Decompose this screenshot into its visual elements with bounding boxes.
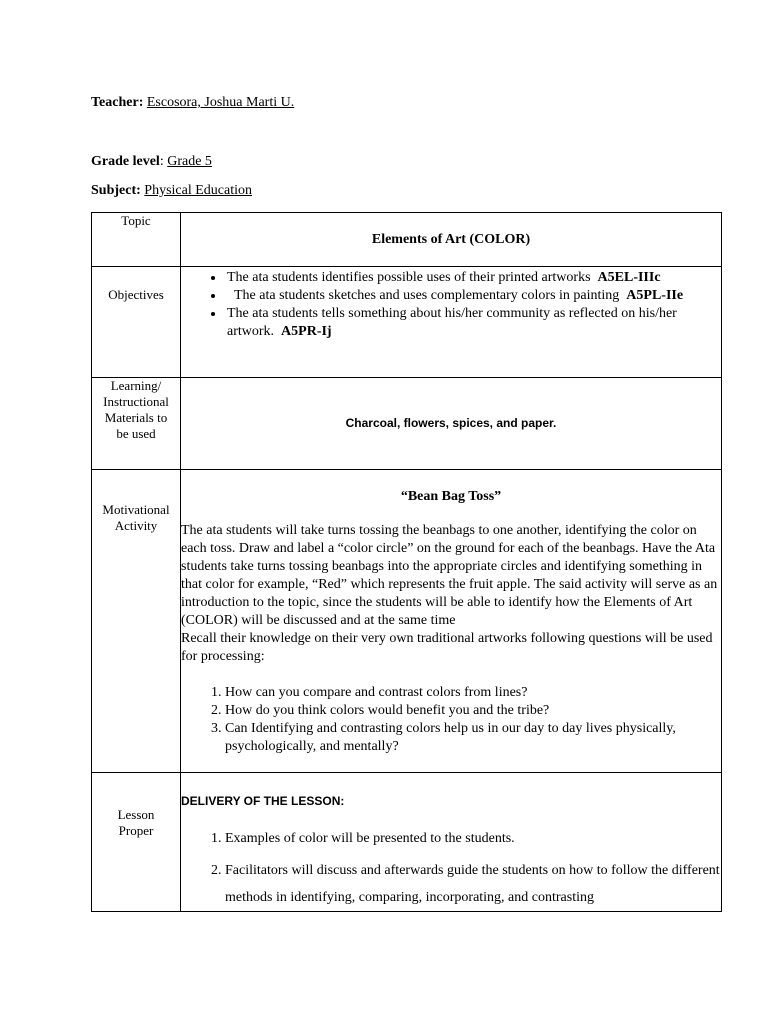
motivation-label: Motivational Activity [92, 470, 181, 773]
teacher-value: Escosora, Joshua Marti U. [146, 95, 295, 110]
motivation-row [92, 470, 722, 773]
objective-code: A5PR-Ij [281, 324, 332, 339]
topic-label: Topic [92, 213, 181, 267]
subject-label: Subject: [91, 183, 141, 198]
step-item: 1. Examples of color will be presented to the students. [225, 830, 721, 848]
lesson-label: Lesson Proper [92, 773, 181, 912]
objective-item: • The ata students sketches and uses complementary colors in painting A5PL-IIe [225, 287, 721, 305]
question-item: 1. How can you compare and contrast colors from lines? [225, 684, 721, 702]
lesson-plan-table [91, 212, 722, 912]
objectives-list [181, 269, 721, 341]
activity-description: The ata students will take turns tossing the beanbags to one another, identifying the color on each toss. Draw and label a “color circle” on the ground for each of the beanbags. Have the Ata students take turns tossing beanbags into the appropriate circles and identifying something in that color for example, “Red” which represents the fruit apple. The said activity will serve as an introduction to the topic, since the students will be able to identify how the Elements of Art (COLOR) will be discussed and at the same time [181, 523, 718, 628]
topic-value: Elements of Art (COLOR) [371, 231, 531, 247]
activity-title: “Bean Bag Toss” [400, 489, 502, 504]
lesson-heading: DELIVERY OF THE LESSON: [181, 794, 345, 808]
lesson-steps [181, 830, 721, 911]
teacher-label: Teacher: [91, 95, 144, 110]
objectives-row [92, 267, 722, 378]
activity-processing: Recall their knowledge on their very own traditional artworks following questions will be used for processing: [181, 631, 713, 664]
teacher-line [91, 94, 294, 112]
grade-value: Grade 5 [167, 154, 212, 169]
objective-code: A5EL-IIIc [597, 270, 661, 285]
materials-value: Charcoal, flowers, spices, and paper. [345, 416, 557, 430]
objective-item: • The ata students tells something about his/her community as reflected on his/her artwork. A5PR-Ij [225, 305, 721, 341]
question-item: 3. Can Identifying and contrasting colors help us in our day to day lives physically, psychologically, and mentally? [225, 720, 721, 756]
objectives-label: Objectives [92, 267, 181, 378]
question-item: 2. How do you think colors would benefit you and the tribe? [225, 702, 721, 720]
step-item: 2. Facilitators will discuss and afterwards guide the students on how to follow the different methods in identifying, comparing, incorporating, and contrasting [225, 857, 721, 911]
objective-item: • The ata students identifies possible uses of their printed artworks A5EL-IIIc [225, 269, 721, 287]
subject-value: Physical Education [144, 183, 252, 198]
lesson-row [92, 773, 722, 912]
objective-code: A5PL-IIe [626, 288, 684, 303]
materials-row [92, 378, 722, 470]
topic-row [92, 213, 722, 267]
materials-label: Learning/ Instructional Materials to be used [92, 378, 181, 470]
grade-line: Grade level: Grade 5 [91, 154, 212, 169]
subject-line [91, 182, 252, 200]
processing-questions [181, 684, 721, 756]
grade-label: Grade level [91, 154, 160, 169]
